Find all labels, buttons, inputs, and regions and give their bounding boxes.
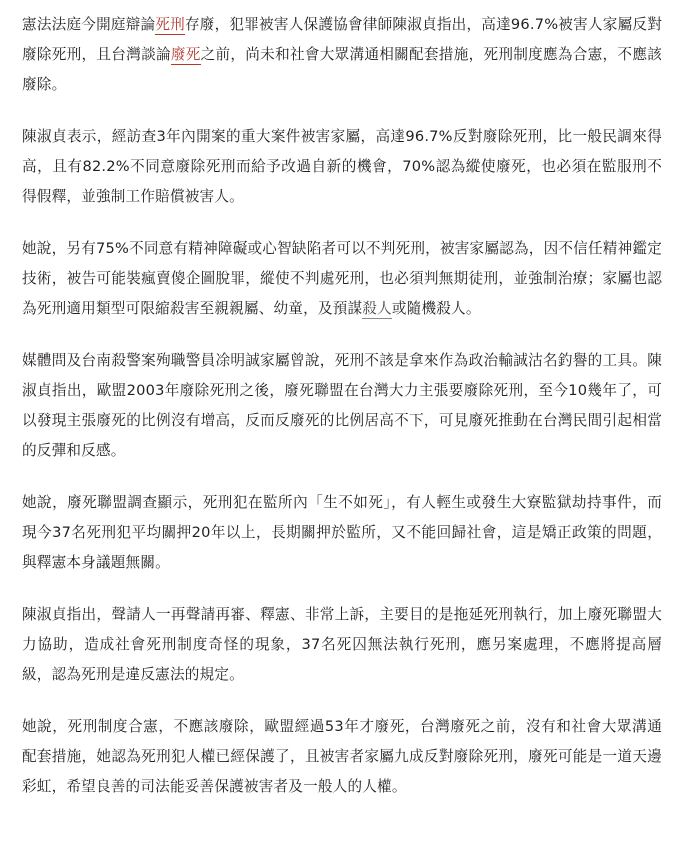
article-paragraph [22,10,662,100]
article-paragraph [22,234,662,324]
paragraph-text: 她說，廢死聯盟調查顯示，死刑犯在監所內「生不如死」，有人輕生或發生大寮監獄劫持事件，而現今37名死刑犯平均關押20年以上，長期關押於監所，又不能回歸社會，這是矯正政策的問題，與釋憲本身議題無關。 [22,494,662,571]
inline-link[interactable]: 殺人 [362,300,392,317]
inline-link[interactable]: 死刑 [155,16,185,33]
paragraph-text: 或隨機殺人。 [391,300,481,317]
article-paragraph [22,712,662,802]
article-paragraph [22,122,662,212]
paragraph-text: 存廢，犯罪被害人保護協會律師陳淑貞指出，高達96.7%被害人家屬反對廢除死刑，且台灣談論 [22,16,662,63]
inline-link[interactable]: 廢死 [170,46,201,63]
paragraph-text: 她說，死刑制度合憲，不應該廢除，歐盟經過53年才廢死，台灣廢死之前，沒有和社會大眾溝通配套措施，她認為死刑犯人權已經保護了，且被害者家屬九成反對廢除死刑，廢死可能是一道天邊彩虹，希望良善的司法能妥善保護被害者及一般人的人權。 [22,718,662,795]
article-paragraph [22,488,662,578]
paragraph-text: 媒體問及台南殺警案殉職警員凃明誠家屬曾說，死刑不該是拿來作為政治輸誠沽名釣譽的工具。陳淑貞指出，歐盟2003年廢除死刑之後，廢死聯盟在台灣大力主張要廢除死刑，至今10幾年了，可以發現主張廢死的比例沒有增高，反而反廢死的比例居高不下，可見廢死推動在台灣民間引起相當的反彈和反感。 [22,352,662,459]
paragraph-text: 陳淑貞指出，聲請人一再聲請再審、釋憲、非常上訴，主要目的是拖延死刑執行，加上廢死聯盟大力協助，造成社會死刑制度奇怪的現象，37名死囚無法執行死刑，應另案處理，不應將提高層級，認為死刑是違反憲法的規定。 [22,606,662,683]
paragraph-text: 她說，另有75%不同意有精神障礙或心智缺陷者可以不判死刑，被害家屬認為，因不信任精神鑑定技術，被告可能裝瘋賣傻企圖脫罪，縱使不判處死刑，也必須判無期徒刑，並強制治療；家屬也認為死刑適用類型可限縮殺害至親親屬、幼童，及預謀 [22,240,662,317]
article-paragraph [22,600,662,690]
paragraph-text: 憲法法庭今開庭辯論 [22,16,156,33]
article-paragraph [22,346,662,466]
paragraph-text: 之前，尚未和社會大眾溝通相關配套措施，死刑制度應為合憲，不應該廢除。 [22,46,662,93]
paragraph-text: 陳淑貞表示，經訪查3年內開案的重大案件被害家屬，高達96.7%反對廢除死刑，比一般民調來得高，且有82.2%不同意廢除死刑而給予改過自新的機會，70%認為縱使廢死，也必須在監服刑不得假釋，並強制工作賠償被害人。 [22,128,662,205]
